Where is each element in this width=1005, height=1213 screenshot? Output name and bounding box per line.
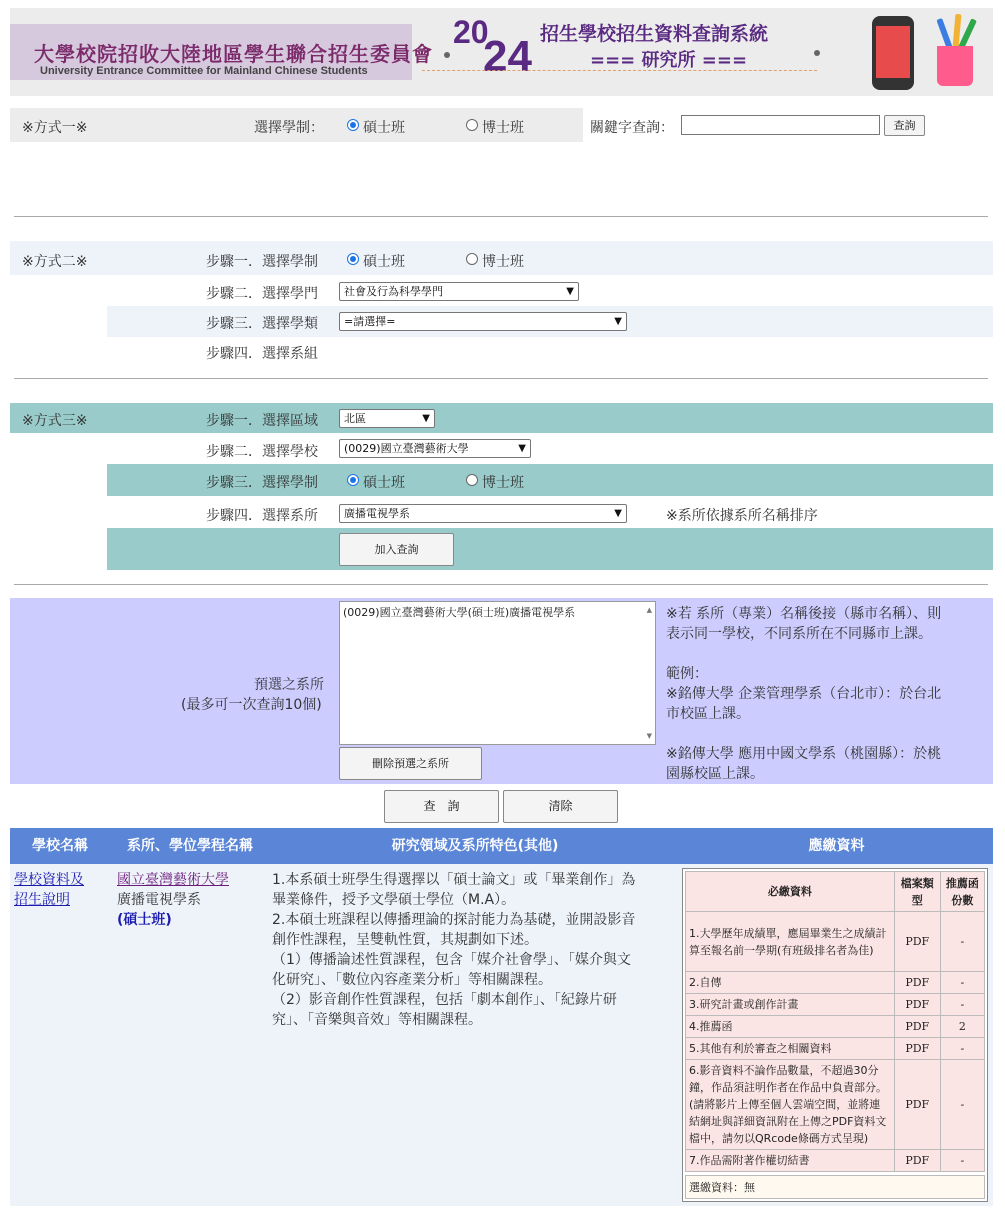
org-name-cn: 大學校院招收大陸地區學生聯合招生委員會 <box>34 42 433 66</box>
doc-copies: - <box>940 1150 984 1172</box>
method3-phd-label: 博士班 <box>482 475 524 491</box>
method2-master-label: 碩士班 <box>363 254 405 270</box>
doc-type: PDF <box>894 1038 940 1060</box>
doc-name: 1.大學歷年成績單，應屆畢業生之成績計算至報名前一學期(有班級排名者為佳) <box>686 912 895 972</box>
method3-radio-phd[interactable] <box>466 474 478 486</box>
chevron-down-icon: ▼ <box>614 316 622 327</box>
scroll-down-icon[interactable]: ▼ <box>646 732 652 740</box>
school-info-link[interactable] <box>14 870 84 910</box>
method2-step3-label: 步驟三．選擇學類 <box>206 316 318 332</box>
method1-radio-phd[interactable] <box>466 119 478 131</box>
doc-name: 2.自傳 <box>686 972 895 994</box>
preselect-item[interactable]: (0029)國立臺灣藝術大學(碩士班)廣播電視學系 <box>343 606 576 619</box>
field-select-value: 社會及行為科學學門 <box>344 285 443 298</box>
preselect-label: 預選之系所 <box>254 677 324 693</box>
note-line: ※銘傳大學 企業管理學系（台北市）：於台北 <box>666 686 942 702</box>
docs-header-copies: 推薦函份數 <box>940 872 984 912</box>
desc-line: 畢業條件，授予文學碩士學位（M.A）。 <box>272 892 516 908</box>
method1-radio-master[interactable] <box>347 119 359 131</box>
doc-type: PDF <box>894 1150 940 1172</box>
method3-step4-label: 步驟四．選擇系所 <box>206 508 318 524</box>
note-line: 園縣校區上課。 <box>666 766 764 782</box>
method2-radio-master[interactable] <box>347 253 359 265</box>
method3-step2-label: 步驟二．選擇學校 <box>206 444 318 460</box>
doc-name: 5.其他有利於審查之相關資料 <box>686 1038 895 1060</box>
category-select[interactable] <box>339 312 627 331</box>
table-row <box>686 1150 985 1172</box>
table-row <box>686 1016 985 1038</box>
method1-phd-label: 博士班 <box>482 120 524 136</box>
department-select-value: 廣播電視學系 <box>344 507 410 520</box>
desc-line: （2）影音創作性質課程，包括「劇本創作」、「紀錄片研 <box>272 992 617 1008</box>
region-select-value: 北區 <box>344 412 366 425</box>
divider <box>14 216 988 217</box>
desc-line: 化研究」、「數位內容產業分析」等相關課程。 <box>272 972 552 988</box>
docs-header-type: 檔案類型 <box>894 872 940 912</box>
doc-type: PDF <box>894 1060 940 1150</box>
header-banner <box>10 8 993 96</box>
note-line: ※若 系所（專業）名稱後接（縣市名稱）、則 <box>666 606 942 622</box>
method2-title: ※方式二※ <box>22 254 88 270</box>
desc-line: 究」、「音樂與音效」等相關課程。 <box>272 1012 482 1028</box>
school-select-value: (0029)國立臺灣藝術大學 <box>344 442 469 455</box>
dot-icon <box>814 50 820 56</box>
system-title: 招生學校招生資料查詢系統 <box>540 23 769 45</box>
table-row <box>686 1060 985 1150</box>
scroll-up-icon[interactable]: ▲ <box>646 606 652 614</box>
note-line: 表示同一學校，不同系所在不同縣市上課。 <box>666 626 932 642</box>
col-header-docs: 應繳資料 <box>680 828 993 864</box>
research-description <box>272 870 680 1030</box>
chevron-down-icon: ▼ <box>422 413 430 424</box>
method3-step3-label: 步驟三．選擇學制 <box>206 475 318 491</box>
divider <box>14 584 988 585</box>
dot-icon <box>444 52 450 58</box>
school-select[interactable] <box>339 439 531 458</box>
delete-preselect-button[interactable]: 刪除預選之系所 <box>339 747 482 780</box>
divider <box>14 378 988 379</box>
preselect-listbox[interactable] <box>339 601 656 745</box>
year-part-b: 24 <box>483 32 532 81</box>
doc-copies: - <box>940 1038 984 1060</box>
table-row <box>686 912 985 972</box>
note-line: ※銘傳大學 應用中國文學系（桃園縣）：於桃 <box>666 746 942 762</box>
method1-degree-label: 選擇學制： <box>254 120 324 136</box>
method2-step4-label: 步驟四．選擇系組 <box>206 346 318 362</box>
method2-radio-phd[interactable] <box>466 253 478 265</box>
required-docs-table <box>682 868 988 1202</box>
method1-master-label: 碩士班 <box>363 120 405 136</box>
method3-title: ※方式三※ <box>22 413 88 429</box>
university-link[interactable]: 國立臺灣藝術大學 <box>117 872 229 888</box>
doc-type: PDF <box>894 972 940 994</box>
year-part-a: 20 <box>453 14 489 50</box>
note-line: 範例： <box>666 666 708 682</box>
department-name: 廣播電視學系 <box>117 892 201 908</box>
dept-cell <box>117 870 229 930</box>
method3-bar <box>10 403 993 433</box>
doc-copies: - <box>940 1060 984 1150</box>
method2-step1-label: 步驟一．選擇學制 <box>206 254 318 270</box>
doc-copies: - <box>940 912 984 972</box>
doc-type: PDF <box>894 1016 940 1038</box>
table-row <box>686 1038 985 1060</box>
pencil-cup-icon <box>937 46 973 86</box>
sort-note: ※系所依據系所名稱排序 <box>666 508 818 524</box>
keyword-label: 關鍵字查詢： <box>590 120 674 136</box>
category-select-value: =請選擇= <box>344 315 396 328</box>
degree-label: (碩士班) <box>117 912 172 928</box>
query-button[interactable]: 查 詢 <box>384 790 499 823</box>
method2-phd-label: 博士班 <box>482 254 524 270</box>
doc-name: 4.推薦函 <box>686 1016 895 1038</box>
add-query-button[interactable]: 加入查詢 <box>339 533 454 566</box>
method3-add-bar <box>107 528 993 570</box>
doc-copies: 2 <box>940 1016 984 1038</box>
school-info-link-line[interactable]: 招生說明 <box>14 892 70 908</box>
department-select[interactable] <box>339 504 627 523</box>
keyword-search-button[interactable]: 查詢 <box>884 115 925 136</box>
note-line: 市校區上課。 <box>666 706 750 722</box>
table-row <box>686 994 985 1016</box>
org-name-en: University Entrance Committee for Mainland Chinese Students <box>40 65 368 77</box>
doc-name: 3.研究計畫或創作計畫 <box>686 994 895 1016</box>
preselect-note <box>666 604 941 784</box>
system-subtitle: === 研究所 === <box>590 50 748 71</box>
method3-step1-label: 步驟一．選擇區域 <box>206 413 318 429</box>
method3-master-label: 碩士班 <box>363 475 405 491</box>
doc-name: 6.影音資料不論作品數量，不超過30分鐘，作品須註明作者在作品中負責部分。(請將影片上傳至個人雲端空間，並將連結網址與詳細資訊附在上傳之PDF資料文檔中，請勿以QRcode條碼方式呈現) <box>686 1060 895 1150</box>
field-select[interactable] <box>339 282 579 301</box>
col-header-school: 學校名稱 <box>10 828 110 864</box>
desc-line: 創作性課程，呈雙軌性質，其規劃如下述。 <box>272 932 538 948</box>
col-header-research: 研究領域及系所特色(其他) <box>270 828 680 864</box>
desc-line: 1.本系碩士班學生得選擇以「碩士論文」或「畢業創作」為 <box>272 872 636 888</box>
preselect-limit-label: (最多可一次查詢10個) <box>181 697 322 713</box>
keyword-input[interactable] <box>681 115 880 135</box>
phone-screen-icon <box>876 26 910 78</box>
col-header-dept: 系所、學位學程名稱 <box>110 828 270 864</box>
doc-type: PDF <box>894 912 940 972</box>
clear-button[interactable]: 清除 <box>503 790 618 823</box>
optional-docs: 選繳資料：無 <box>685 1175 985 1199</box>
method3-radio-master[interactable] <box>347 474 359 486</box>
docs-header-name: 必繳資料 <box>686 872 895 912</box>
header-divider <box>422 70 817 71</box>
doc-copies: - <box>940 994 984 1016</box>
method1-title: ※方式一※ <box>22 120 88 136</box>
desc-line: （1）傳播論述性質課程，包含「媒介社會學」、「媒介與文 <box>272 952 631 968</box>
doc-copies: - <box>940 972 984 994</box>
chevron-down-icon: ▼ <box>614 508 622 519</box>
doc-name: 7.作品需附著作權切結書 <box>686 1150 895 1172</box>
chevron-down-icon: ▼ <box>566 286 574 297</box>
region-select[interactable] <box>339 409 435 428</box>
school-info-link-line[interactable]: 學校資料及 <box>14 872 84 888</box>
chevron-down-icon: ▼ <box>518 443 526 454</box>
method2-step2-label: 步驟二．選擇學門 <box>206 286 318 302</box>
desc-line: 2.本碩士班課程以傳播理論的探討能力為基礎，並開設影音 <box>272 912 636 928</box>
table-row <box>686 972 985 994</box>
doc-type: PDF <box>894 994 940 1016</box>
